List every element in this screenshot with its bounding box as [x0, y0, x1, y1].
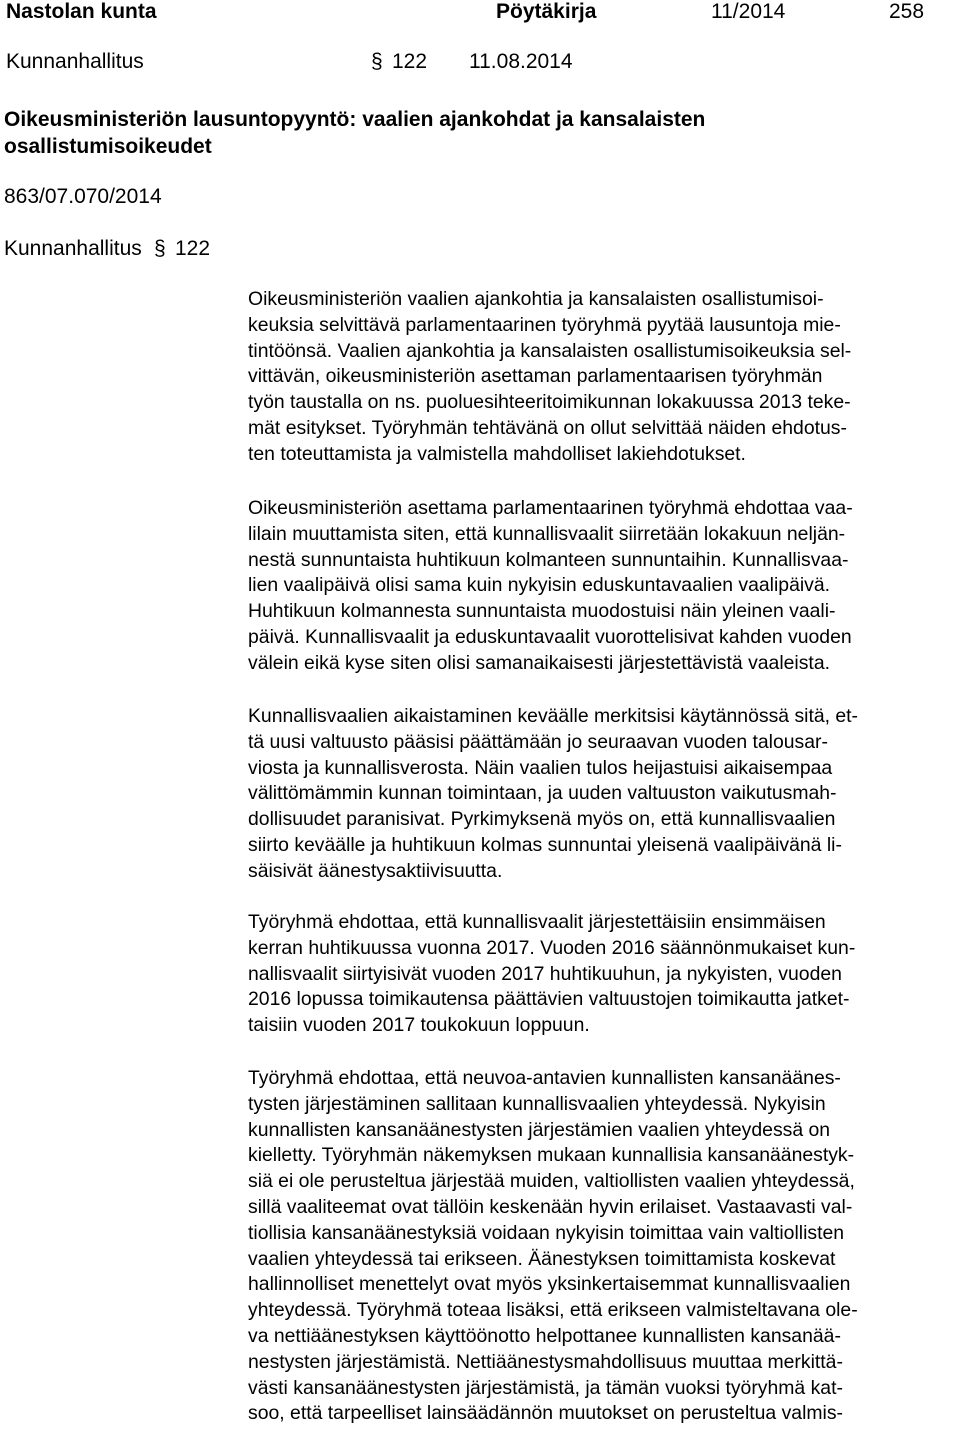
text-line: päivä. Kunnallisvaalit ja eduskuntavaalit vuorottelisivat kahden vuoden: [248, 625, 852, 648]
text-line: va nettiäänestyksen käyttöönotto helpottanee kunnallisten kansanää-: [248, 1324, 841, 1347]
meeting-date: 11.08.2014: [469, 50, 573, 73]
text-line: Työryhmä ehdottaa, että kunnallisvaalit järjestettäisiin ensimmäisen: [248, 911, 826, 933]
text-line: nallisvaalit siirtyisivät vuoden 2017 huhtikuuhun, ja nykyisten, vuoden: [248, 962, 842, 985]
section-sign-icon: §: [154, 237, 166, 260]
body-paragraph: [248, 1066, 960, 1427]
issue-number: 11/2014: [711, 0, 786, 23]
text-line: viosta ja kunnallisverosta. Näin vaalien tulos heijastuisi aikaisempaa: [248, 756, 833, 779]
text-line: ten toteuttamista ja valmistella mahdolliset lakiehdotukset.: [248, 442, 746, 465]
text-line: västi kansanäänestysten järjestämistä, ja tämän vuoksi työryhmä kat-: [248, 1376, 843, 1399]
text-line: vittävän, oikeusministeriön asettaman parlamentaarisen työryhmän: [248, 365, 823, 388]
text-line: sillä vaaliteemat ovat tällöin keskenään hyvin erilaiset. Vastaavasti val-: [248, 1195, 853, 1218]
text-line: yhteydessä. Työryhmä toteaa lisäksi, että erikseen valmisteltavana ole-: [248, 1299, 858, 1322]
text-line: tysten järjestäminen sallitaan kunnallisvaalien yhteydessä. Nykyisin: [248, 1092, 826, 1115]
title-line: osallistumisoikeudet: [4, 135, 212, 158]
text-line: välein eikä kyse siten olisi samanaikaisesti järjestettävistä vaaleista.: [248, 651, 830, 674]
text-line: Oikeusministeriön asettama parlamentaarinen työryhmä ehdottaa vaa-: [248, 497, 853, 519]
text-line: lien vaalipäivä olisi sama kuin nykyisin eduskuntavaalien vaalipäivä.: [248, 574, 831, 597]
text-line: välittömämmin kunnan toimintaan, ja uuden valtuuston vaikutusmah-: [248, 782, 837, 805]
reference-number: 863/07.070/2014: [4, 185, 162, 208]
text-line: lilain muuttamista siten, että kunnallisvaalit siirretään lokakuun neljän-: [248, 522, 846, 545]
item-title: [4, 106, 904, 160]
text-line: työn taustalla on ns. puoluesihteeritoimikunnan lokakuussa 2013 teke-: [248, 391, 851, 414]
text-line: kerran huhtikuussa vuonna 2017. Vuoden 2016 säännönmukaiset kun-: [248, 936, 856, 959]
governing-body: Kunnanhallitus: [6, 50, 144, 73]
section-number: 122: [392, 50, 428, 73]
text-line: Kunnallisvaalien aikaistaminen keväälle merkitsisi käytännössä sitä, et-: [248, 705, 859, 727]
text-line: nestä sunnuntaista huhtikuun kolmanteen sunnuntaihin. Kunnallisvaa-: [248, 548, 849, 571]
text-line: säisivät äänestysaktiivisuutta.: [248, 859, 503, 882]
text-line: kunnallisten kansanäänestysten järjestämien vaalien yhteydessä on: [248, 1118, 831, 1141]
text-line: keuksia selvittävä parlamentaarinen työryhmä pyytää lausuntoja mie-: [248, 313, 841, 336]
text-line: tiollisia kansanäänestyksiä voidaan nykyisin toimittaa vain valtiollisten: [248, 1221, 845, 1244]
section-ref-body: Kunnanhallitus: [4, 237, 142, 260]
text-line: dollisuudet paranisivat. Pyrkimyksenä myös on, että kunnallisvaalien: [248, 808, 836, 831]
text-line: 2016 lopussa toimikautensa päättävien valtuustojen toimikautta jatket-: [248, 988, 850, 1011]
section-ref-number: 122: [175, 237, 211, 260]
text-line: vaalien yhteydessä tai erikseen. Äänestyksen toimittamista koskevat: [248, 1247, 836, 1270]
body-paragraph: [248, 287, 960, 468]
text-line: siirto keväälle ja huhtikuun kolmas sunnuntai yleisenä vaalipäivänä li-: [248, 833, 842, 856]
section-sign-icon: §: [371, 50, 383, 73]
text-line: kielletty. Työryhmän näkemyksen mukaan kunnallisia kansanäänestyk-: [248, 1144, 855, 1167]
body-paragraph: [248, 496, 960, 677]
text-line: hallinnolliset menettelyt ovat myös yksinkertaisemmat kunnallisvaalien: [248, 1273, 851, 1296]
page-number: 258: [889, 0, 925, 23]
body-paragraph: [248, 704, 960, 885]
text-line: tä uusi valtuusto pääsisi päättämään jo seuraavan vuoden talousar-: [248, 730, 828, 753]
text-line: mät esitykset. Työryhmän tehtävänä on ollut selvittää näiden ehdotus-: [248, 416, 847, 439]
body-paragraph: [248, 910, 960, 1039]
text-line: Työryhmä ehdottaa, että neuvoa-antavien kunnallisten kansanäänes-: [248, 1067, 841, 1089]
text-line: nestysten järjestämistä. Nettiäänestysmahdollisuus muuttaa merkittä-: [248, 1350, 843, 1373]
title-line: Oikeusministeriön lausuntopyyntö: vaalien ajankohdat ja kansalaisten: [4, 108, 706, 131]
text-line: soo, että tarpeelliset lainsäädännön muutokset on perusteltua valmis-: [248, 1402, 843, 1425]
text-line: taisiin vuoden 2017 toukokuun loppuun.: [248, 1014, 590, 1037]
text-line: tintöönsä. Vaalien ajankohtia ja kansalaisten osallistumisoikeuksia sel-: [248, 339, 852, 362]
text-line: Huhtikuun kolmannesta sunnuntaista muodostuisi näin yleinen vaali-: [248, 600, 836, 623]
municipality-name: Nastolan kunta: [6, 0, 157, 23]
text-line: Oikeusministeriön vaalien ajankohtia ja kansalaisten osallistumisoi-: [248, 288, 824, 310]
text-line: siä ei ole perusteltua järjestää muiden, valtiollisten vaalien yhteydessä,: [248, 1170, 855, 1193]
document-type: Pöytäkirja: [496, 0, 597, 23]
